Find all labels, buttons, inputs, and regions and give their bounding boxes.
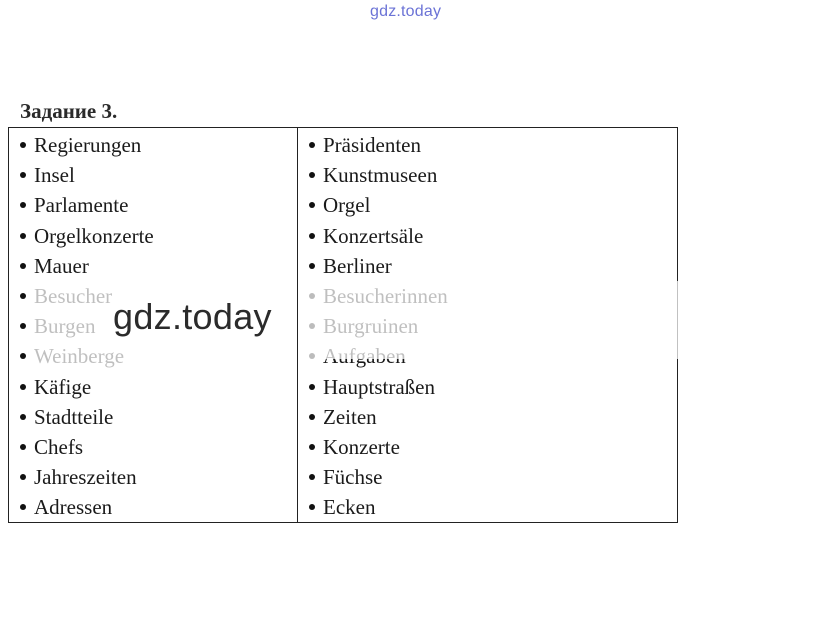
word-text: Insel [34,163,75,188]
word-text: Konzerte [323,434,400,459]
word-text: Berliner [323,253,392,278]
bullet-icon [309,263,315,269]
bullet-icon [309,504,315,510]
word-text: Konzertsäle [323,223,424,248]
word-text: Ecken [323,495,376,520]
bullet-icon [20,233,26,239]
bullet-icon [309,384,315,390]
bullet-icon [20,353,26,359]
list-item [309,462,677,492]
bullet-icon [20,384,26,390]
bullet-icon [20,444,26,450]
list-item [309,432,677,462]
word-text: Jahreszeiten [34,465,137,490]
bullet-icon [309,474,315,480]
list-item [20,221,297,251]
word-text: Regierungen [34,133,142,158]
word-text: Orgel [323,193,371,218]
list-item [20,251,297,281]
word-text: Füchse [323,465,383,490]
bullet-icon [20,414,26,420]
list-item [20,130,297,160]
list-item [309,402,677,432]
list-item [309,130,677,160]
word-text: Hauptstraßen [323,374,435,399]
bullet-icon [20,263,26,269]
word-text: Zeiten [323,404,377,429]
list-item [309,190,677,220]
bullet-icon [309,202,315,208]
list-item [309,251,677,281]
bullet-icon [20,504,26,510]
list-item [20,372,297,402]
word-text: Stadtteile [34,404,114,429]
watermark-center: gdz.today [113,296,272,337]
list-item [20,462,297,492]
bullet-icon [309,444,315,450]
list-item [20,492,297,522]
list-item [309,160,677,190]
bullet-icon [309,233,315,239]
word-text: Käfige [34,374,92,399]
watermark-overlay-right [298,281,678,359]
word-text: Kunstmuseen [323,163,438,188]
word-text: Mauer [34,253,89,278]
bullet-icon [20,293,26,299]
bullet-icon [20,323,26,329]
watermark-top: gdz.today [370,3,442,20]
word-text: Parlamente [34,193,129,218]
list-item [20,190,297,220]
word-text: Präsidenten [323,133,421,158]
word-text: Adressen [34,495,113,520]
list-item [309,372,677,402]
word-text: Chefs [34,434,83,459]
task-title: Задание 3. [20,99,118,123]
list-item [309,492,677,522]
list-item [309,221,677,251]
bullet-icon [20,172,26,178]
word-text: Orgelkonzerte [34,223,154,248]
bullet-icon [309,142,315,148]
bullet-icon [309,172,315,178]
bullet-icon [309,414,315,420]
bullet-icon [20,474,26,480]
list-item [20,402,297,432]
bullet-icon [20,202,26,208]
bullet-icon [20,142,26,148]
list-item [20,432,297,462]
list-item [20,160,297,190]
